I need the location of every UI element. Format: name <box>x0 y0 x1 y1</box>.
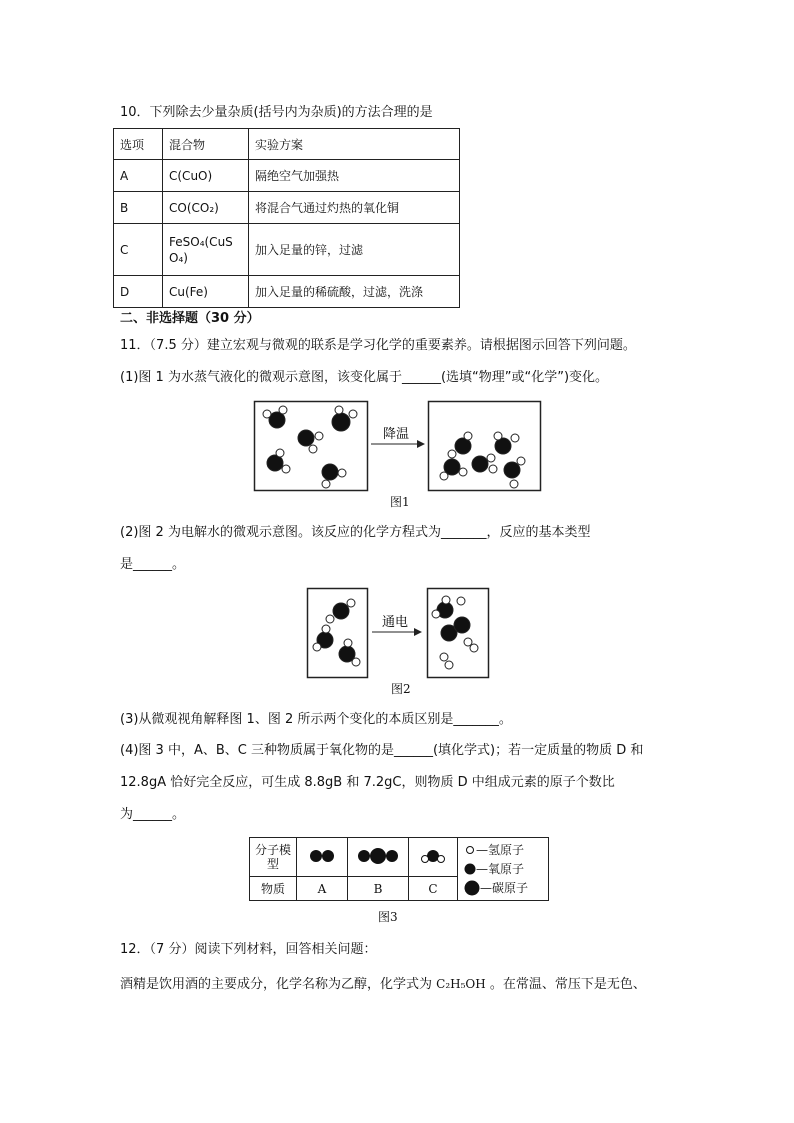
table-row <box>114 192 460 224</box>
q11-part4-end: 为______。 <box>120 807 186 822</box>
q12-paragraph <box>120 975 646 994</box>
q12-text-post: 。在常温、常压下是无色、 <box>489 977 646 992</box>
fig1-arrow-label: 降温 <box>382 427 410 442</box>
q11-intro: 11．（7.5 分）建立宏观与微观的联系是学习化学的重要素养。请根据图示回答下列问题。 <box>120 338 636 353</box>
figure-1 <box>253 400 543 492</box>
q12-text-pre: 酒精是饮用酒的主要成分，化学名称为乙醇，化学式为 <box>120 977 433 992</box>
cell-mixture: FeSO₄(CuSO₄) <box>163 224 249 276</box>
q11-part2-cont: 是______。 <box>120 557 186 572</box>
substance-c-label: C <box>409 877 458 901</box>
q11-part4-cont: 12.8gA 恰好完全反应，可生成 8.8gB 和 7.2gC，则物质 D 中组成元素的原子个数比 <box>120 775 615 790</box>
q12-intro: 12．（7 分）阅读下列材料，回答相关问题： <box>120 942 377 957</box>
fig2-arrow-label: 通电 <box>381 615 409 630</box>
fig3-legend <box>458 838 549 901</box>
fig1-caption: 图1 <box>390 495 410 509</box>
substance-b-label: B <box>348 877 409 901</box>
table-header-row <box>114 129 460 160</box>
table-row <box>114 160 460 192</box>
fig3-row1-label: 分子模型 <box>250 838 297 877</box>
molecule-c <box>409 838 458 877</box>
cell-option: C <box>114 224 163 276</box>
header-mixture: 混合物 <box>163 129 249 160</box>
cell-option: A <box>114 160 163 192</box>
molecule-b <box>348 838 409 877</box>
fig2-caption: 图2 <box>391 682 411 696</box>
figure-3-table <box>249 837 549 901</box>
cell-method: 将混合气通过灼热的氧化铜 <box>249 192 460 224</box>
options-table <box>113 128 460 308</box>
cell-method: 隔绝空气加强热 <box>249 160 460 192</box>
q11-part3: (3)从微观视角解释图 1、图 2 所示两个变化的本质区别是_______。 <box>120 712 512 727</box>
oxygen-atom-icon <box>464 862 476 876</box>
q11-part1: (1)图 1 为水蒸气液化的微观示意图，该变化属于______(选填“物理”或“化学”)变化。 <box>120 370 609 385</box>
substance-a-label: A <box>297 877 348 901</box>
figure-2 <box>306 587 490 681</box>
fig3-caption: 图3 <box>378 910 398 924</box>
cell-mixture: C(CuO) <box>163 160 249 192</box>
carbon-atom-icon <box>464 880 480 896</box>
fig3-row2-label: 物质 <box>250 877 297 901</box>
cell-option: B <box>114 192 163 224</box>
legend-oxygen: —氧原子 <box>464 860 548 879</box>
ethanol-formula: C₂H₅OH <box>436 977 486 991</box>
section-heading: 二、非选择题（30 分） <box>120 311 260 326</box>
cell-mixture: Cu(Fe) <box>163 276 249 308</box>
header-option: 选项 <box>114 129 163 160</box>
legend-hydrogen: —氢原子 <box>464 841 548 860</box>
cell-method: 加入足量的锌，过滤 <box>249 224 460 276</box>
hydrogen-atom-icon <box>464 844 476 856</box>
molecule-a <box>297 838 348 877</box>
legend-carbon: —碳原子 <box>464 879 548 898</box>
header-method: 实验方案 <box>249 129 460 160</box>
cell-option: D <box>114 276 163 308</box>
q11-part2: (2)图 2 为电解水的微观示意图。该反应的化学方程式为_______，反应的基本类型 <box>120 525 591 540</box>
table-row <box>114 276 460 308</box>
q11-part4: (4)图 3 中，A、B、C 三种物质属于氧化物的是______(填化学式)；若一定质量的物质 D 和 <box>120 743 644 758</box>
cell-mixture: CO(CO₂) <box>163 192 249 224</box>
q10-title: 10．下列除去少量杂质(括号内为杂质)的方法合理的是 <box>120 105 433 120</box>
cell-method: 加入足量的稀硫酸，过滤，洗涤 <box>249 276 460 308</box>
table-row <box>114 224 460 276</box>
